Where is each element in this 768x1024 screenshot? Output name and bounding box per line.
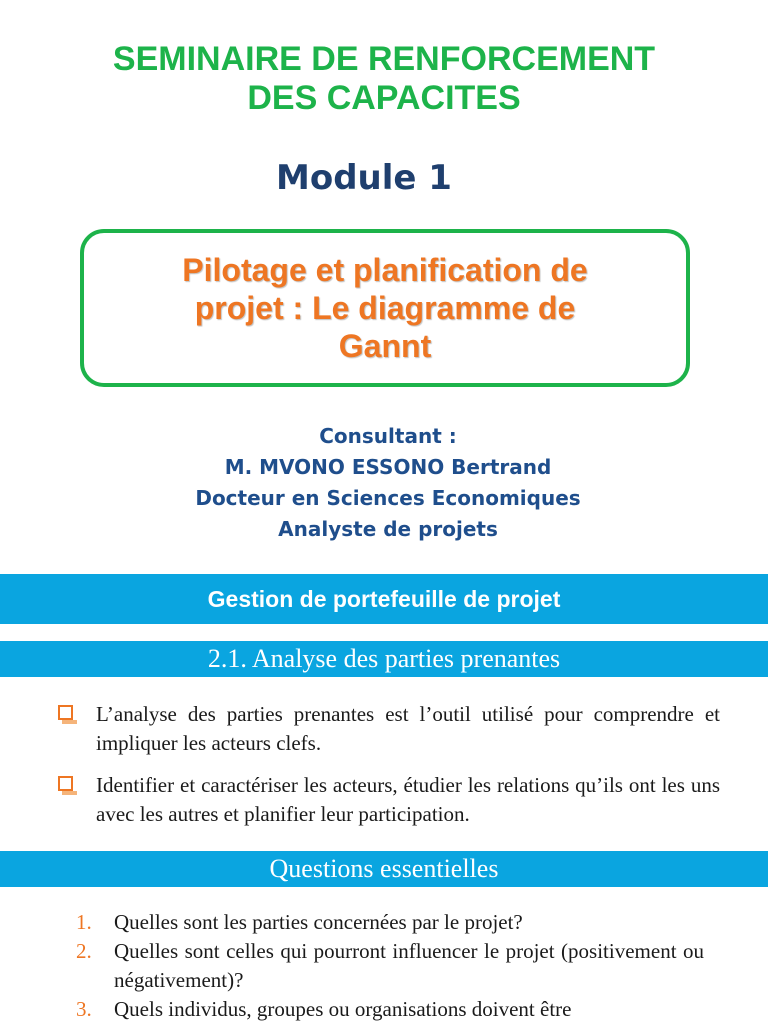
question-text: Quelles sont les parties concernées par le projet? — [114, 910, 523, 934]
bullet-text: Identifier et caractériser les acteurs, étudier les relations qu’ils ont les uns avec les autres et planifier leur participation. — [96, 773, 720, 826]
bullet-list — [56, 700, 720, 842]
checkbox-bullet-icon — [58, 705, 73, 720]
subtitle-line-3: Gannt — [338, 328, 432, 364]
subtitle-box — [80, 229, 690, 387]
checkbox-bullet-icon — [58, 776, 73, 791]
consultant-degree: Docteur en Sciences Economiques — [195, 486, 581, 510]
bullet-item — [56, 771, 720, 829]
question-number: 2. — [76, 939, 92, 963]
bullet-text: L’analyse des parties prenantes est l’outil utilisé pour comprendre et impliquer les acteurs clefs. — [96, 702, 720, 755]
subtitle — [105, 251, 665, 365]
question-number: 1. — [76, 910, 92, 934]
bullet-item — [56, 700, 720, 758]
document-title — [0, 40, 768, 118]
questions-list — [72, 908, 704, 1024]
consultant-label: Consultant : — [319, 424, 457, 448]
section-banner: Gestion de portefeuille de projet — [0, 574, 768, 624]
question-item — [72, 908, 704, 937]
module-label: Module 1 — [276, 158, 452, 198]
subtitle-line-1: Pilotage et planification de — [182, 252, 588, 288]
section-heading: 2.1. Analyse des parties prenantes — [0, 641, 768, 677]
title-line-2: DES CAPACITES — [247, 79, 521, 117]
consultant-block — [0, 421, 768, 545]
question-text: Quelles sont celles qui pourront influencer le projet (positivement ou négativement)? — [114, 939, 704, 992]
question-number: 3. — [76, 997, 92, 1021]
question-item — [72, 995, 704, 1024]
consultant-role: Analyste de projets — [278, 517, 498, 541]
title-line-1: SEMINAIRE DE RENFORCEMENT — [112, 40, 656, 78]
subtitle-line-2: projet : Le diagramme de — [194, 290, 576, 326]
questions-heading: Questions essentielles — [0, 851, 768, 887]
consultant-name: M. MVONO ESSONO Bertrand — [224, 455, 552, 479]
question-text: Quels individus, groupes ou organisations doivent être — [114, 997, 572, 1021]
question-item — [72, 937, 704, 995]
